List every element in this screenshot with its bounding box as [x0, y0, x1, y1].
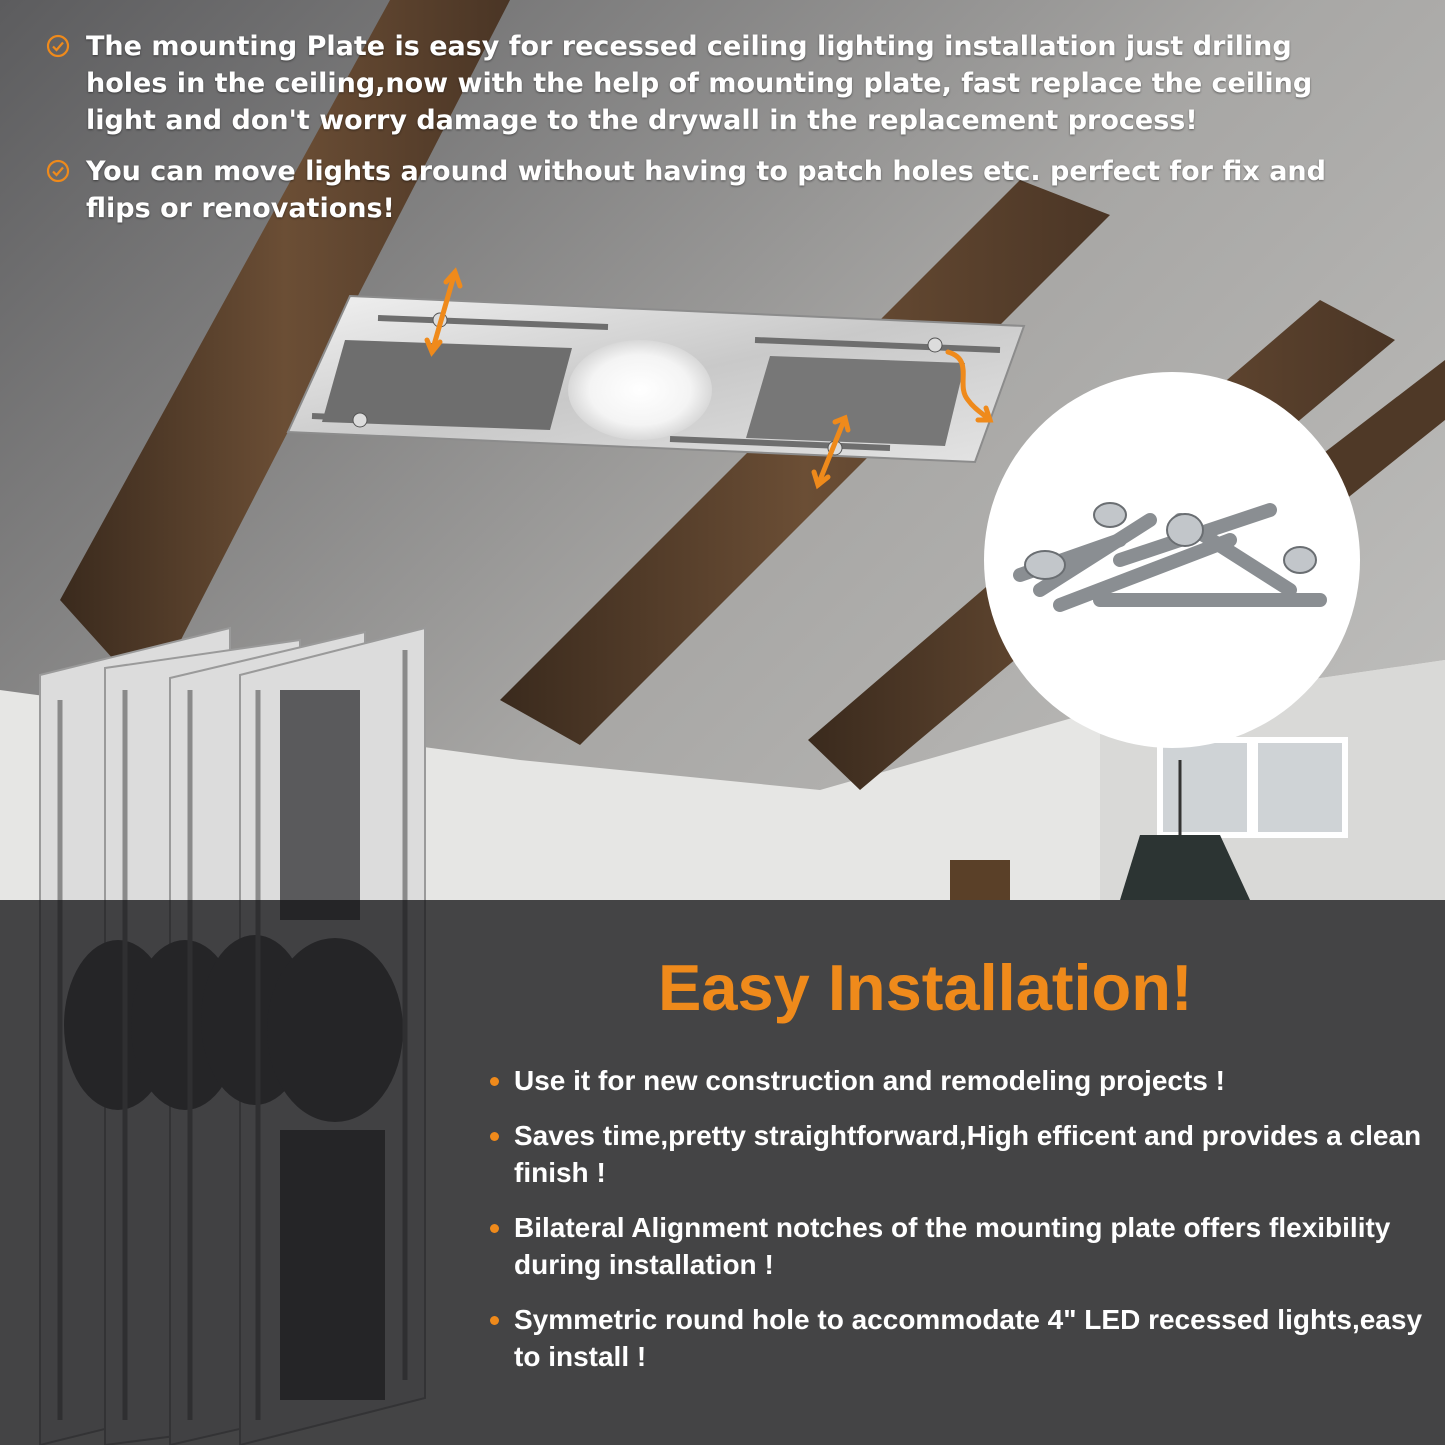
top-bullet-text: The mounting Plate is easy for recessed ceiling lighting installation just driling holes in the ceiling,now with the help of mounting plate, fast replace the ceiling light and don't worry damage to the drywall in the replacement process!: [86, 31, 1313, 136]
page-heading: Easy Installation!: [658, 951, 1193, 1024]
feature-item: [488, 1301, 1428, 1375]
bullet-dot-icon: [490, 1224, 499, 1233]
bullet-dot-icon: [490, 1077, 499, 1086]
feature-text: Use it for new construction and remodeling projects !: [514, 1065, 1225, 1096]
top-bullet-item: [46, 28, 1346, 139]
top-bullet-item: [46, 153, 1346, 227]
check-circle-icon: [46, 34, 70, 58]
bullet-dot-icon: [490, 1132, 499, 1141]
top-bullet-list: [46, 28, 1346, 241]
feature-text: Symmetric round hole to accommodate 4" LED recessed lights,easy to install !: [514, 1304, 1423, 1372]
top-bullet-text: You can move lights around without having to patch holes etc. perfect for fix and flips or renovations!: [86, 156, 1326, 224]
feature-item: [488, 1117, 1428, 1191]
feature-text: Bilateral Alignment notches of the mounting plate offers flexibility during installation !: [514, 1212, 1391, 1280]
feature-list: [488, 1062, 1428, 1393]
check-circle-icon: [46, 159, 70, 183]
feature-text: Saves time,pretty straightforward,High efficent and provides a clean finish !: [514, 1120, 1422, 1188]
feature-item: [488, 1209, 1428, 1283]
feature-item: [488, 1062, 1428, 1099]
bullet-dot-icon: [490, 1316, 499, 1325]
